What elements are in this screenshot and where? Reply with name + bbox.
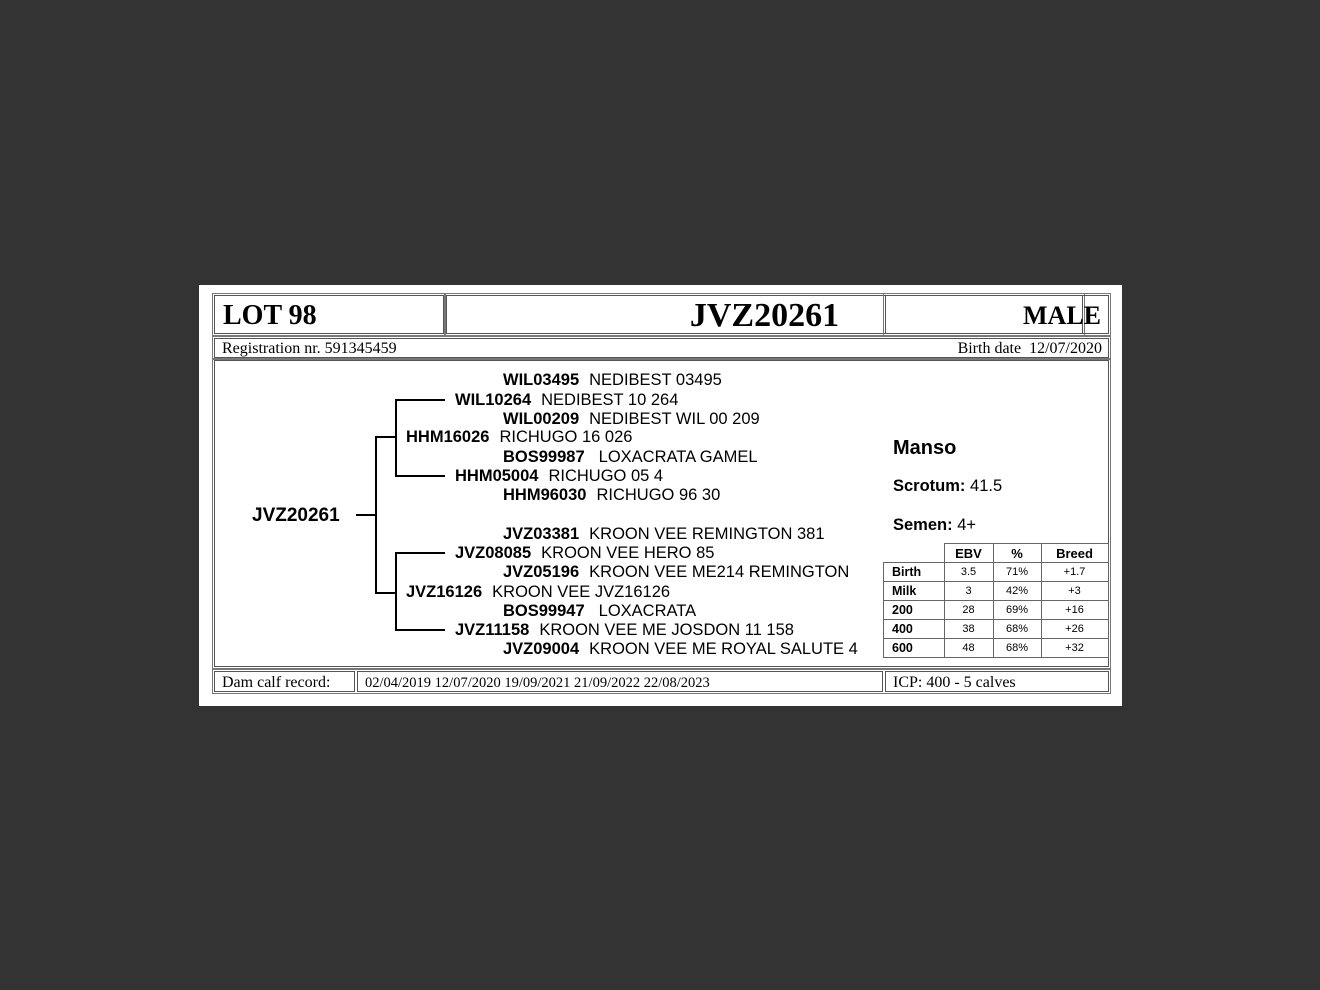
pedigree-dam-sire-dam bbox=[503, 563, 849, 582]
pedigree-sire-sire-dam bbox=[503, 410, 760, 429]
pedigree-code: BOS99947 bbox=[503, 602, 585, 620]
pedigree-name: KROON VEE ME ROYAL SALUTE 4 bbox=[589, 640, 858, 658]
animal-id-title: JVZ20261 bbox=[689, 297, 840, 334]
ebv-pct: 69% bbox=[993, 601, 1041, 620]
pedigree-dam bbox=[406, 583, 670, 602]
ebv-pct: 42% bbox=[993, 582, 1041, 601]
tree-line-dam-v bbox=[395, 552, 397, 631]
ebv-breed: +16 bbox=[1041, 601, 1108, 620]
birth-date-label: Birth date bbox=[957, 340, 1022, 357]
ebv-header-blank bbox=[884, 544, 945, 563]
ebv-pct: 68% bbox=[993, 639, 1041, 658]
pedigree-code: HHM05004 bbox=[455, 467, 539, 485]
lot-number: LOT 98 bbox=[223, 300, 317, 331]
pedigree-code: HHM16026 bbox=[406, 428, 490, 446]
semen-label: Semen: bbox=[893, 516, 953, 534]
pedigree-name: KROON VEE JVZ16126 bbox=[492, 583, 671, 601]
scrotum-label: Scrotum: bbox=[893, 477, 966, 495]
table-row bbox=[884, 563, 1109, 582]
ebv-value: 38 bbox=[944, 620, 993, 639]
tree-line-root bbox=[356, 514, 376, 516]
table-row bbox=[884, 620, 1109, 639]
ebv-value: 28 bbox=[944, 601, 993, 620]
pedigree-code: JVZ16126 bbox=[406, 583, 483, 601]
pedigree-name: NEDIBEST 10 264 bbox=[541, 391, 679, 409]
dam-calf-dates: 02/04/2019 12/07/2020 19/09/2021 21/09/2022 22/08/2023 bbox=[365, 675, 710, 691]
tree-line-root-v bbox=[375, 436, 377, 594]
ebv-header-pct: % bbox=[993, 544, 1041, 563]
ebv-row-label: 400 bbox=[884, 620, 945, 639]
pedigree-code: BOS99987 bbox=[503, 448, 585, 466]
pedigree-code: WIL03495 bbox=[503, 371, 580, 389]
tree-line-dam-sire bbox=[395, 552, 445, 554]
tree-line-dam bbox=[375, 592, 397, 594]
scrotum-value: 41.5 bbox=[970, 477, 1003, 495]
pedigree-name: LOXACRATA GAMEL bbox=[598, 448, 758, 466]
animal-sex: MALE bbox=[1023, 301, 1101, 330]
pedigree-name: KROON VEE ME JOSDON 11 158 bbox=[539, 621, 794, 639]
tree-line-sire-v bbox=[395, 399, 397, 477]
birth-date-text bbox=[958, 340, 1102, 358]
pedigree-name: KROON VEE ME214 REMINGTON bbox=[589, 563, 850, 581]
tree-line-sire-dam bbox=[395, 475, 445, 477]
icp-text: ICP: 400 - 5 calves bbox=[893, 674, 1016, 691]
ebv-table bbox=[883, 543, 1109, 658]
pedigree-name: RICHUGO 96 30 bbox=[596, 486, 721, 504]
semen-value: 4+ bbox=[957, 516, 977, 534]
pedigree-sire-dam-sire bbox=[503, 448, 758, 467]
lot-card bbox=[199, 285, 1122, 706]
pedigree-name: RICHUGO 05 4 bbox=[548, 467, 664, 485]
pedigree-sire bbox=[406, 428, 632, 447]
ebv-row-label: Milk bbox=[884, 582, 945, 601]
registration-label: Registration nr. bbox=[222, 340, 321, 357]
pedigree-dam-dam-dam bbox=[503, 640, 858, 659]
pedigree-code: JVZ05196 bbox=[503, 563, 580, 581]
ebv-value: 3.5 bbox=[944, 563, 993, 582]
ebv-row-label: Birth bbox=[884, 563, 945, 582]
pedigree-code: HHM96030 bbox=[503, 486, 587, 504]
registration-number: 591345459 bbox=[324, 340, 397, 357]
ebv-value: 48 bbox=[944, 639, 993, 658]
ebv-row-label: 200 bbox=[884, 601, 945, 620]
ebv-row-label: 600 bbox=[884, 639, 945, 658]
ebv-breed: +1.7 bbox=[1041, 563, 1108, 582]
pedigree-sire-sire bbox=[455, 391, 678, 410]
ebv-header-ebv: EBV bbox=[944, 544, 993, 563]
table-row bbox=[884, 639, 1109, 658]
pedigree-animal bbox=[252, 505, 340, 526]
pedigree-sire-dam-dam bbox=[503, 486, 720, 505]
pedigree-dam-sire-sire bbox=[503, 525, 825, 544]
pedigree-sire-dam bbox=[455, 467, 663, 486]
ebv-breed: +32 bbox=[1041, 639, 1108, 658]
tree-line-dam-dam bbox=[395, 629, 445, 631]
pedigree-dam-dam bbox=[455, 621, 794, 640]
pedigree-dam-dam-sire bbox=[503, 602, 696, 621]
dam-calf-label: Dam calf record: bbox=[222, 674, 331, 691]
tree-line-sire bbox=[375, 436, 397, 438]
scrotum-info bbox=[893, 477, 1002, 496]
pedigree-name: LOXACRATA bbox=[598, 602, 697, 620]
ebv-pct: 71% bbox=[993, 563, 1041, 582]
pedigree-code: JVZ09004 bbox=[503, 640, 580, 658]
tree-line-sire-sire bbox=[395, 399, 445, 401]
pedigree-name: RICHUGO 16 026 bbox=[499, 428, 633, 446]
pedigree-name: KROON VEE REMINGTON 381 bbox=[589, 525, 825, 543]
pedigree-code: JVZ08085 bbox=[455, 544, 532, 562]
pedigree-code: JVZ11158 bbox=[455, 621, 530, 639]
registration-text bbox=[222, 340, 397, 358]
pedigree-name: KROON VEE HERO 85 bbox=[541, 544, 715, 562]
pedigree-dam-sire bbox=[455, 544, 714, 563]
ebv-breed: +26 bbox=[1041, 620, 1108, 639]
pedigree-code: WIL10264 bbox=[455, 391, 532, 409]
pedigree-animal-code: JVZ20261 bbox=[252, 505, 340, 526]
pedigree-sire-sire-sire bbox=[503, 371, 722, 390]
pedigree-code: WIL00209 bbox=[503, 410, 580, 428]
ebv-breed: +3 bbox=[1041, 582, 1108, 601]
pedigree-name: NEDIBEST 03495 bbox=[589, 371, 722, 389]
pedigree-name: NEDIBEST WIL 00 209 bbox=[589, 410, 760, 428]
table-row bbox=[884, 582, 1109, 601]
ebv-header-breed: Breed bbox=[1041, 544, 1108, 563]
table-row bbox=[884, 601, 1109, 620]
animal-name: Manso bbox=[893, 437, 957, 459]
birth-date-value: 12/07/2020 bbox=[1029, 340, 1102, 357]
ebv-header-row bbox=[884, 544, 1109, 563]
pedigree-code: JVZ03381 bbox=[503, 525, 580, 543]
ebv-pct: 68% bbox=[993, 620, 1041, 639]
semen-info bbox=[893, 516, 976, 535]
ebv-value: 3 bbox=[944, 582, 993, 601]
